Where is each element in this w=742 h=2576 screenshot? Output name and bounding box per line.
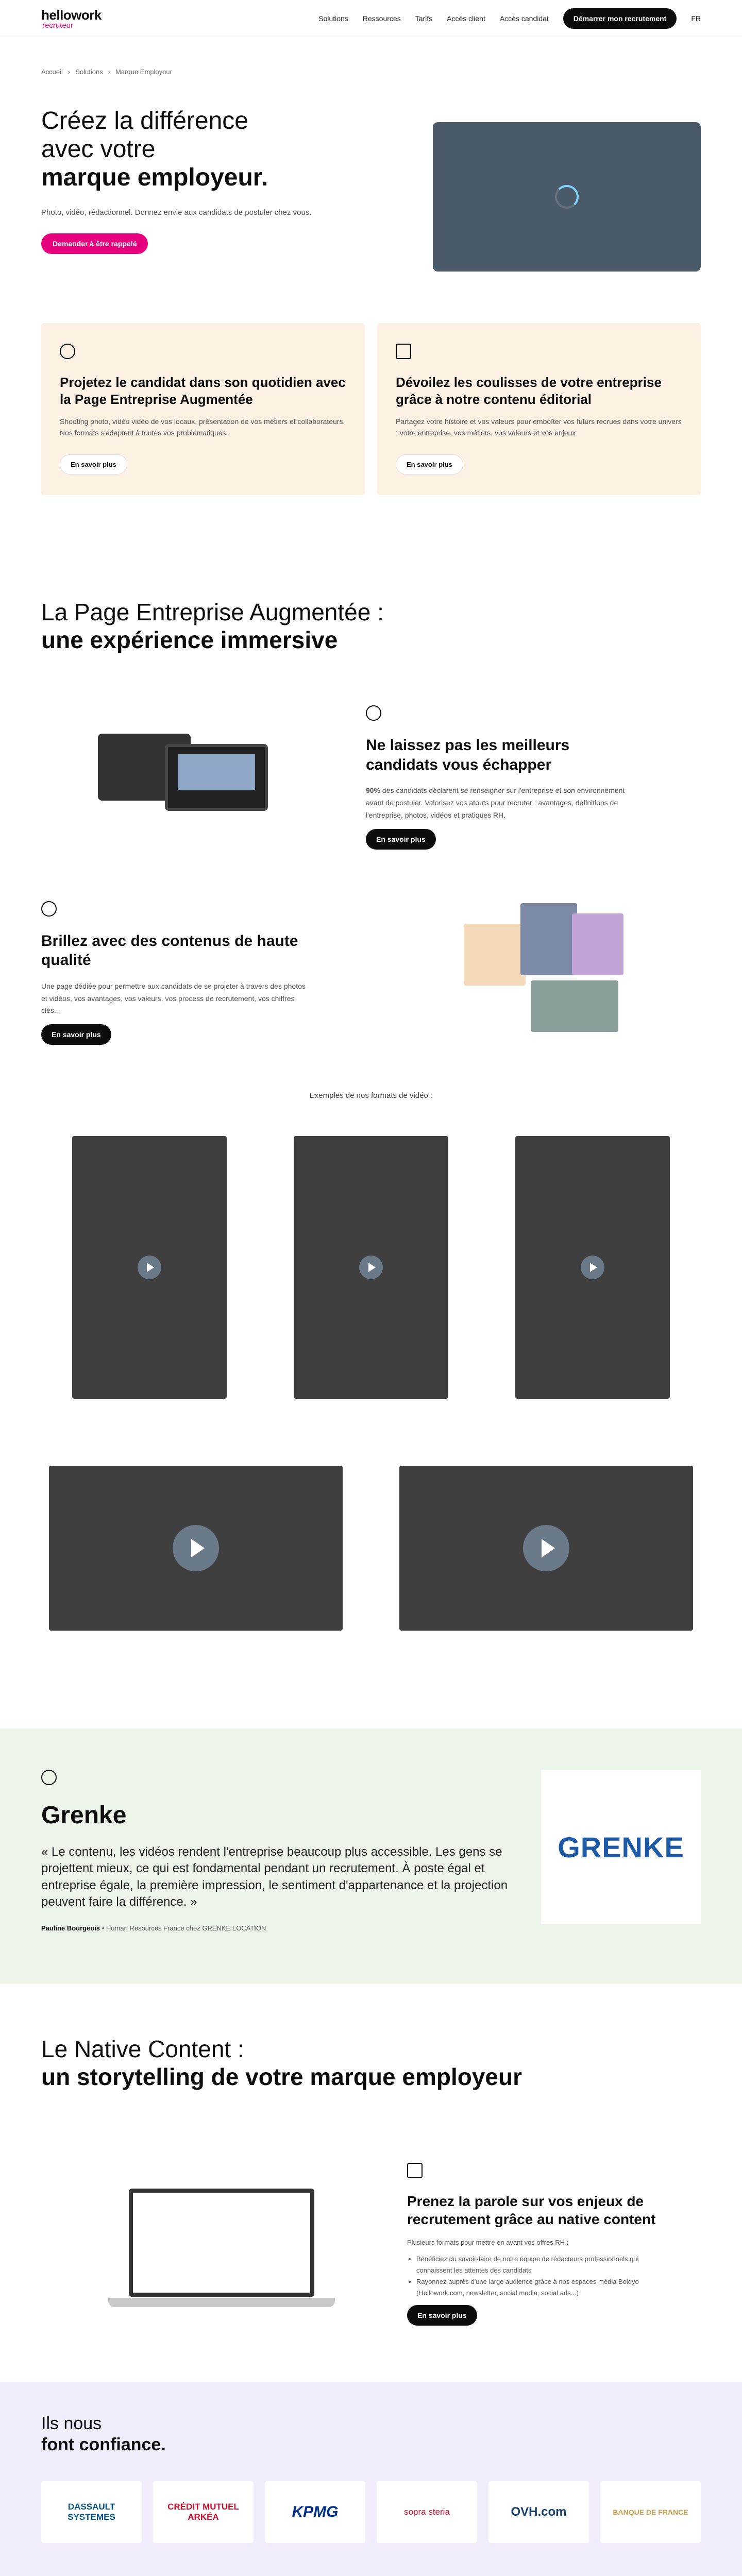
client-logo: CRÉDIT MUTUEL ARKÉA bbox=[153, 2481, 254, 2543]
logo-sub: recruteur bbox=[42, 21, 74, 30]
testimonial bbox=[0, 1728, 742, 1984]
breadcrumb-separator: › bbox=[108, 68, 111, 76]
hero-video[interactable] bbox=[433, 122, 701, 272]
video-player[interactable] bbox=[294, 1136, 448, 1399]
play-icon[interactable] bbox=[359, 1256, 383, 1279]
client-logo: BANQUE DE FRANCE bbox=[600, 2481, 701, 2543]
logo-main: hellowork bbox=[41, 7, 102, 23]
section-title bbox=[41, 598, 701, 654]
testimonial-company: Grenke bbox=[41, 1802, 127, 1829]
target-icon bbox=[366, 705, 381, 721]
trust-section bbox=[0, 2382, 742, 2576]
breadcrumb-home[interactable]: Accueil bbox=[41, 68, 63, 76]
video-row bbox=[41, 1136, 701, 1399]
feature-cards bbox=[41, 323, 701, 495]
card-title: Projetez le candidat dans son quotidien avec la Page Entreprise Augmentée bbox=[60, 375, 346, 407]
breadcrumb-current: Marque Employeur bbox=[115, 68, 172, 76]
section-title-bold: une expérience immersive bbox=[41, 626, 338, 654]
site-header bbox=[0, 0, 742, 37]
card-text: Shooting photo, vidéo vidéo de vos locaux, présentation de vos métiers et collaborateurs. Nos formats s'adaptent à toutes vos problématiques. bbox=[60, 417, 345, 437]
play-icon[interactable] bbox=[523, 1525, 569, 1571]
main-nav bbox=[318, 8, 701, 29]
testimonial-author bbox=[41, 1924, 526, 1932]
title-line: avec votre bbox=[41, 135, 156, 163]
client-logo: DASSAULT SYSTEMES bbox=[41, 2481, 142, 2543]
card-text: Partagez votre histoire et vos valeurs pour emboîter vos futurs recrues dans votre univers : votre entreprise, vos métiers, vos valeurs et vos enjeux. bbox=[396, 417, 682, 437]
nav-acces-candidat[interactable]: Accès candidat bbox=[499, 14, 549, 23]
play-icon[interactable] bbox=[581, 1256, 604, 1279]
breadcrumb-separator: › bbox=[68, 68, 71, 76]
feature-row bbox=[41, 2163, 701, 2320]
section-title bbox=[41, 2035, 701, 2091]
learn-more-button[interactable]: En savoir plus bbox=[396, 454, 463, 474]
start-recruitment-button[interactable]: Démarrer mon recrutement bbox=[563, 8, 677, 29]
title-line: Créez la différence bbox=[41, 107, 248, 134]
testimonial-quote: « Le contenu, les vidéos rendent l'entreprise beaucoup plus accessible. Les gens se projettent mieux, ce qui est fondamental pendant un recrutement. À poste égal et entreprise égale, la première impression, le sentiment d'appartenance et la projection peuvent faire la différence. » bbox=[41, 1845, 508, 1909]
page-title bbox=[41, 107, 371, 192]
section-title bbox=[41, 2413, 701, 2455]
learn-more-button[interactable]: En savoir plus bbox=[366, 829, 436, 850]
learn-more-button[interactable]: En savoir plus bbox=[60, 454, 127, 474]
nav-ressources[interactable]: Ressources bbox=[362, 14, 401, 23]
learn-more-button[interactable]: En savoir plus bbox=[41, 1024, 111, 1045]
author-role: • Human Resources France chez GRENKE LOCATION bbox=[100, 1924, 266, 1932]
title-bold: marque employeur. bbox=[41, 164, 268, 192]
logo[interactable] bbox=[41, 8, 102, 29]
eye-icon bbox=[60, 344, 75, 359]
feature-row bbox=[41, 705, 701, 844]
loading-spinner-icon bbox=[555, 185, 579, 209]
play-icon[interactable] bbox=[138, 1256, 161, 1279]
videos-label: Exemples de nos formats de vidéo : bbox=[309, 1091, 433, 1100]
sparkle-icon bbox=[41, 901, 57, 917]
video-player[interactable] bbox=[515, 1136, 670, 1399]
feature-bullets bbox=[407, 2253, 675, 2299]
feature-text bbox=[366, 785, 634, 821]
feature-title: Prenez la parole sur vos enjeux de recrutement grâce au native content bbox=[407, 2193, 656, 2228]
hero-subtitle: Photo, vidéo, rédactionnel. Donnez envie aux candidats de postuler chez vous. bbox=[41, 208, 312, 217]
nav-acces-client[interactable]: Accès client bbox=[447, 14, 485, 23]
nav-solutions[interactable]: Solutions bbox=[318, 14, 348, 23]
card-title: Dévoilez les coulisses de votre entreprise grâce à notre contenu éditorial bbox=[396, 375, 662, 407]
client-logo: sopra steria bbox=[377, 2481, 477, 2543]
feature-card bbox=[377, 323, 701, 495]
quote-icon bbox=[41, 1770, 57, 1785]
client-logos bbox=[41, 2481, 701, 2543]
author-name: Pauline Bourgeois bbox=[41, 1924, 100, 1932]
feature-title: Brillez avec des contenus de haute qualité bbox=[41, 932, 298, 969]
native-content-section bbox=[41, 1984, 701, 2321]
video-player[interactable] bbox=[49, 1466, 343, 1631]
grenke-logo-text: GRENKE bbox=[558, 1831, 684, 1863]
megaphone-icon bbox=[407, 2163, 423, 2178]
section-title-line: Le Native Content : bbox=[41, 2035, 244, 2062]
client-logo: KPMG bbox=[265, 2481, 365, 2543]
learn-more-button[interactable]: En savoir plus bbox=[407, 2305, 477, 2326]
devices-illustration bbox=[98, 728, 278, 821]
feature-text: Une page dédiée pour permettre aux candidats de se projeter à travers des photos et vidéos, vos avantages, vos valeurs, vos process de recrutement, vos chiffres clés... bbox=[41, 981, 306, 1015]
grenke-logo bbox=[541, 1770, 701, 1924]
laptop-illustration bbox=[108, 2189, 335, 2307]
play-icon[interactable] bbox=[173, 1525, 219, 1571]
feature-title: Ne laissez pas les meilleurs candidats vous échapper bbox=[366, 737, 570, 773]
list-item: • Rayonnez auprès d'une large audience grâce à nos espaces média Boldyo (Hellowork.com, newsletter, social media, social ads...) bbox=[416, 2276, 675, 2299]
video-player[interactable] bbox=[399, 1466, 693, 1631]
nav-tarifs[interactable]: Tarifs bbox=[415, 14, 433, 23]
breadcrumb-solutions[interactable]: Solutions bbox=[75, 68, 103, 76]
video-row bbox=[41, 1466, 701, 1631]
feature-card bbox=[41, 323, 365, 495]
section-title-line: Ils nous bbox=[41, 2414, 102, 2434]
feature-stat: 90% bbox=[366, 786, 381, 795]
edit-icon bbox=[396, 344, 411, 359]
section-title-bold: un storytelling de votre marque employeur bbox=[41, 2063, 522, 2090]
section-title-line: La Page Entreprise Augmentée : bbox=[41, 598, 384, 625]
hero bbox=[41, 76, 701, 272]
client-logo: OVH.com bbox=[488, 2481, 589, 2543]
feature-intro: Plusieurs formats pour mettre en avant vos offres RH : bbox=[407, 2239, 569, 2247]
list-item: • Bénéficiez du savoir-faire de notre équipe de rédacteurs professionnels qui connaissent les attentes des candidats bbox=[416, 2253, 675, 2276]
language-selector[interactable]: FR bbox=[691, 14, 701, 23]
breadcrumb bbox=[41, 37, 701, 76]
feature-row bbox=[41, 901, 701, 1040]
callback-button[interactable]: Demander à être rappelé bbox=[41, 233, 148, 254]
video-player[interactable] bbox=[72, 1136, 227, 1399]
feature-stat-text: des candidats déclarent se renseigner sur l'entreprise et son environnement avant de postuler. Valorisez vos atouts pour recruter : avantages, définitions de l'entreprise, photos, vidéos et pratiques RH. bbox=[366, 786, 625, 819]
page-augmentee-section bbox=[41, 495, 701, 1040]
section-title-bold: font confiance. bbox=[41, 2435, 166, 2455]
photo-collage bbox=[464, 903, 629, 1037]
